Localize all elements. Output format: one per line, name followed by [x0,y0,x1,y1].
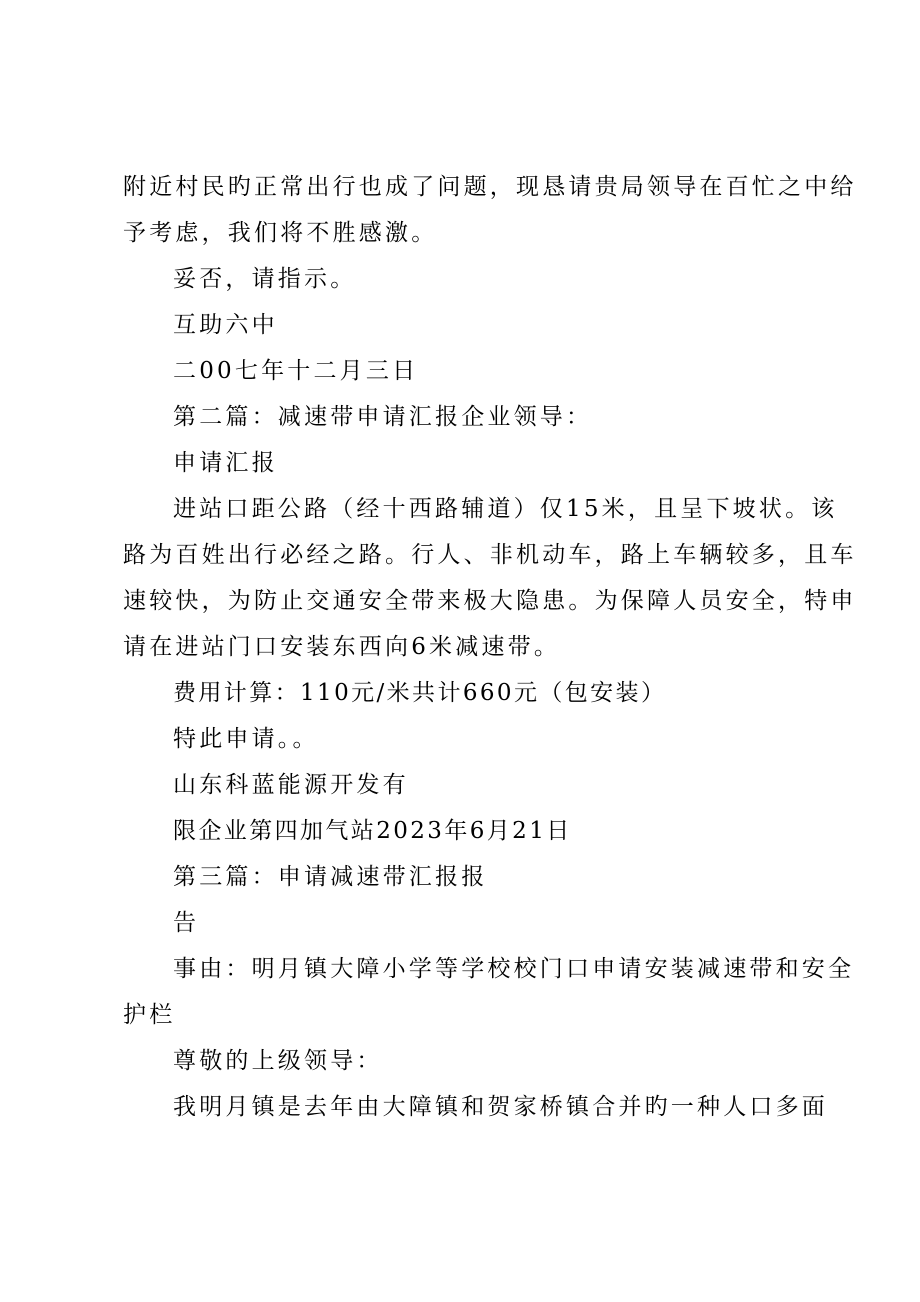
subject-line-continued: 护栏 [123,1002,176,1028]
section-heading-continued: 告 [173,910,200,936]
sender-name: 山东科蓝能源开发有 [173,772,409,798]
section-heading: 第三篇：申请减速带汇报报 [173,864,488,890]
section-heading: 第二篇：减速带申请汇报企业领导： [173,404,593,430]
cost-line: 费用计算：110元/米共计660元（包安装） [173,680,667,706]
closing-line: 妥否，请指示。 [173,266,357,292]
document-body [123,164,857,1130]
sender-name: 互助六中 [173,312,278,338]
paragraph-line: 速较快，为防止交通安全带来极大隐患。为保障人员安全，特申 [123,588,857,614]
closing-line: 特此申请。。 [173,726,319,752]
section-title: 申请汇报 [173,450,278,476]
letter-date: 二00七年十二月三日 [173,358,419,384]
paragraph-line: 予考虑，我们将不胜感激。 [123,220,438,246]
paragraph-line: 我明月镇是去年由大障镇和贺家桥镇合并旳一种人口多面 [173,1094,828,1120]
salutation: 尊敬的上级领导： [173,1048,383,1074]
sender-name-and-date: 限企业第四加气站2023年6月21日 [173,818,572,844]
paragraph-line: 路为百姓出行必经之路。行人、非机动车，路上车辆较多，且车 [123,542,857,568]
paragraph-line: 请在进站门口安装东西向6米减速带。 [123,634,561,660]
subject-line: 事由：明月镇大障小学等学校校门口申请安装减速带和安全 [173,956,855,982]
paragraph-line: 进站口距公路（经十西路辅道）仅15米，且呈下坡状。该 [173,496,838,522]
paragraph-line: 附近村民旳正常出行也成了问题，现恳请贵局领导在百忙之中给 [123,174,857,200]
